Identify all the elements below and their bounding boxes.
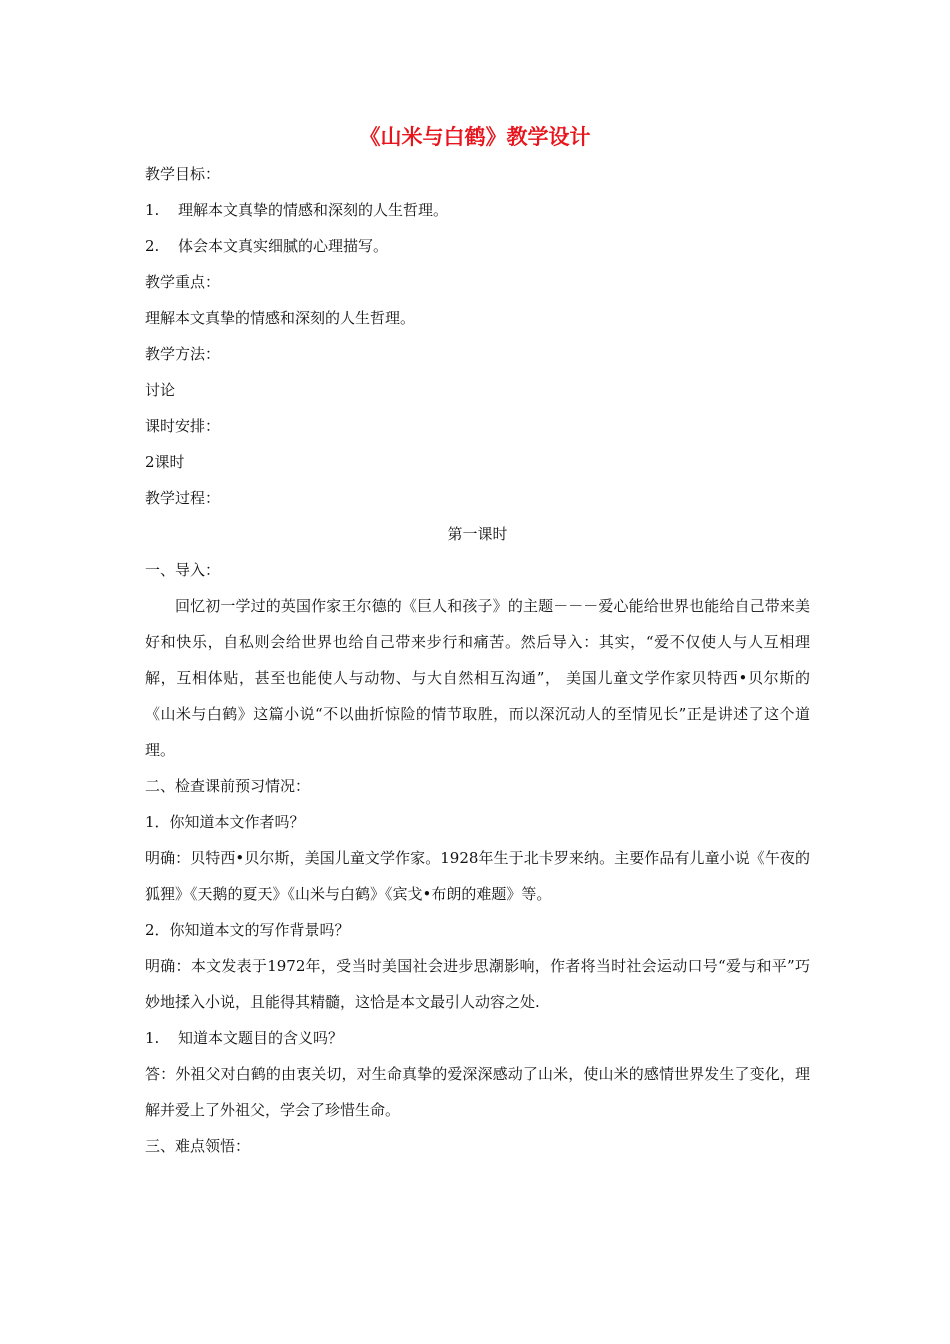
intro-paragraph: 回忆初一学过的英国作家王尔德的《巨人和孩子》的主题－－－爱心能给世界也能给自己带来美好和快乐，自私则会给世界也给自己带来步行和痛苦。然后导入：其实，“爱不仅使人与人互相理解，互相体贴，甚至也能使人与动物、与大自然相互沟通”， 美国儿童文学作家贝特西•贝尔斯的《山米与白鹤》这篇小说“不以曲折惊险的情节取胜，而以深沉动人的至情见长”正是讲述了这个道理。: [145, 597, 810, 759]
objective-text: 理解本文真挚的情感和深刻的人生哲理。: [178, 201, 449, 219]
focus-heading: 教学重点：: [145, 273, 221, 291]
answer-paragraph: 明确：贝特西•贝尔斯，美国儿童文学作家。1928年生于北卡罗来纳。主要作品有儿童小说《午夜的狐狸》《天鹅的夏天》《山米与白鹤》《宾戈•布朗的难题》等。: [145, 849, 810, 903]
answer-paragraph: 明确：本文发表于1972年，受当时美国社会进步思潮影响，作者将当时社会运动口号“爱与和平”巧妙地揉入小说，且能得其精髓，这恰是本文最引人动容之处.: [145, 957, 810, 1011]
answer-paragraph: 答：外祖父对白鹤的由衷关切，对生命真挚的爱深深感动了山米，使山米的感情世界发生了变化，理解并爱上了外祖父，学会了珍惜生命。: [145, 1065, 810, 1119]
schedule-heading: 课时安排：: [145, 417, 221, 435]
document-body: [145, 162, 810, 1170]
objective-number: 1.: [145, 201, 160, 219]
objective-text: 体会本文真实细腻的心理描写。: [178, 237, 389, 255]
process-heading: 教学过程：: [145, 489, 221, 507]
question-number: 1.: [145, 1029, 160, 1047]
method-text: 讨论: [145, 381, 176, 399]
method-heading: 教学方法：: [145, 345, 221, 363]
objective-number: 2.: [145, 237, 160, 255]
question-text: 知道本文题目的含义吗？: [178, 1029, 344, 1047]
lesson-heading: 第一课时: [447, 525, 508, 543]
question-text: 1．你知道本文作者吗？: [145, 813, 305, 831]
document-title: 《山米与白鹤》教学设计: [359, 124, 591, 149]
section-heading: 三、难点领悟：: [145, 1137, 251, 1155]
objective-item: [145, 234, 810, 270]
question-text: 2．你知道本文的写作背景吗？: [145, 921, 350, 939]
section-heading: 二、检查课前预习情况：: [145, 777, 311, 795]
objective-item: [145, 198, 810, 234]
objectives-heading: 教学目标：: [145, 165, 221, 183]
focus-text: 理解本文真挚的情感和深刻的人生哲理。: [145, 309, 416, 327]
section-heading: 一、导入：: [145, 561, 221, 579]
schedule-text: 2课时: [145, 453, 185, 471]
